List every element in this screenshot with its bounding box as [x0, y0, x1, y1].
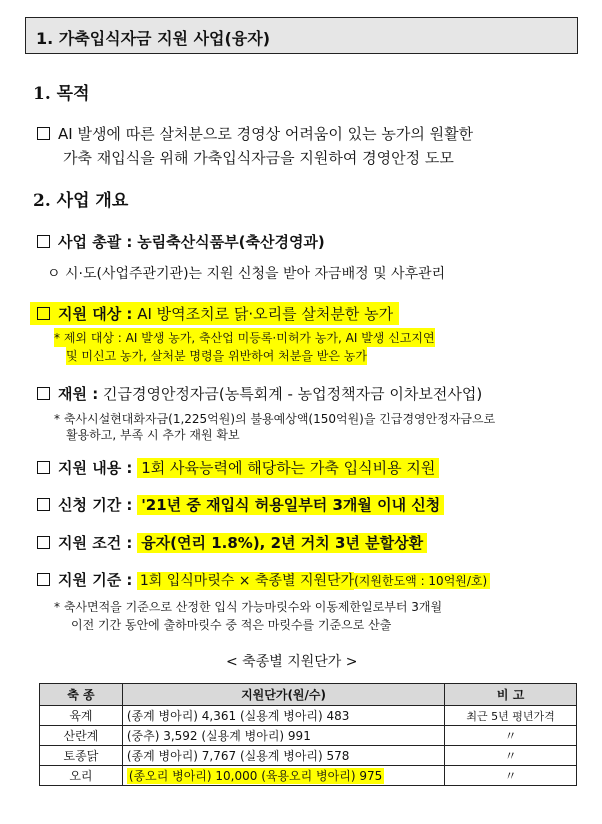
basis-label: 지원 기준 :: [58, 571, 133, 589]
period-label: 신청 기간 :: [58, 496, 133, 514]
purpose-line2: 가축 재입식을 위해 가축입식자금을 지원하여 경영안정 도모: [63, 149, 454, 167]
target-label: 지원 대상 :: [58, 305, 133, 323]
price-cell: (종계 병아리) 7,767 (실용계 병아리) 578: [122, 746, 444, 766]
period-value: '21년 중 재입식 허용일부터 3개월 이내 신청: [137, 495, 444, 515]
exclusion-line2: 및 미신고 농가, 살처분 명령을 위반하여 처분을 받은 농가: [66, 346, 367, 365]
checkbox-square-icon: [37, 307, 50, 320]
overall-label: 사업 총괄 :: [58, 233, 133, 251]
checkbox-square-icon: [37, 573, 50, 586]
table-row: [40, 766, 577, 786]
basis-value-a: 1회 입식마릿수 × 축종별 지원단가: [137, 572, 354, 590]
table-row: [40, 746, 577, 766]
checkbox-square-icon: [37, 387, 50, 400]
table-header-row: [40, 684, 577, 706]
exclusion-line1: * 제외 대상 : AI 발생 농가, 축산업 미등록·미허가 농가, AI 발생 신고지연: [54, 328, 435, 347]
species-cell: 육계: [40, 706, 123, 726]
note-cell: 〃: [445, 726, 577, 746]
checkbox-square-icon: [37, 127, 50, 140]
header-note: 비 고: [445, 684, 577, 706]
target-value: AI 방역조치로 닭·오리를 살처분한 농가: [137, 305, 394, 323]
content-value: 1회 사육능력에 해당하는 가축 입식비용 지원: [137, 458, 439, 478]
overall-item: [37, 231, 325, 252]
header-species: 축 종: [40, 684, 123, 706]
purpose-line1: AI 발생에 따른 살처분으로 경영상 어려움이 있는 농가의 원활한: [58, 125, 474, 143]
fund-note2: 활용하고, 부족 시 추가 재원 확보: [66, 428, 240, 442]
price-cell: (종계 병아리) 4,361 (실용계 병아리) 483: [122, 706, 444, 726]
content-label: 지원 내용 :: [58, 459, 133, 477]
title-box: [25, 17, 578, 54]
purpose-item: [37, 123, 473, 144]
target-item: [30, 302, 399, 325]
fund-label: 재원 :: [58, 385, 99, 403]
note-cell: 〃: [445, 746, 577, 766]
basis-value-b: (지원한도액 : 10억원/호): [354, 573, 490, 589]
note-cell: 최근 5년 평년가격: [445, 706, 577, 726]
table-row: [40, 726, 577, 746]
fund-item: [37, 383, 482, 404]
basis-note1: * 축사면적을 기준으로 산정한 입식 가능마릿수와 이동제한일로부터 3개월: [54, 600, 443, 614]
circle-line: ㅇ 시·도(사업주관기관)는 지원 신청을 받아 자금배정 및 사후관리: [47, 266, 446, 282]
note-cell: 〃: [445, 766, 577, 786]
section2-heading: 2. 사업 개요: [33, 191, 129, 211]
condition-value: 융자(연리 1.8%), 2년 거치 3년 분할상환: [137, 533, 427, 553]
table-row: [40, 706, 577, 726]
price-value-highlighted: (종오리 병아리) 10,000 (육용오리 병아리) 975: [128, 769, 383, 783]
checkbox-square-icon: [37, 498, 50, 511]
overall-value: 농림축산식품부(축산경영과): [137, 233, 325, 251]
header-price: 지원단가(원/수): [122, 684, 444, 706]
content-item: [37, 457, 439, 478]
period-item: [37, 494, 444, 515]
price-cell: [122, 766, 444, 786]
price-cell: (중추) 3,592 (실용계 병아리) 991: [122, 726, 444, 746]
price-table: [39, 683, 577, 786]
checkbox-square-icon: [37, 235, 50, 248]
page-title: 1. 가축입식자금 지원 사업(융자): [36, 29, 271, 48]
checkbox-square-icon: [37, 536, 50, 549]
species-cell: 토종닭: [40, 746, 123, 766]
species-cell: 산란계: [40, 726, 123, 746]
condition-item: [37, 532, 427, 553]
table-caption: < 축종별 지원단가 >: [226, 654, 358, 670]
fund-note1: * 축사시설현대화자금(1,225억원)의 불용예상액(150억원)을 긴급경영안정자금으로: [54, 412, 496, 426]
condition-label: 지원 조건 :: [58, 534, 133, 552]
species-cell: 오리: [40, 766, 123, 786]
checkbox-square-icon: [37, 461, 50, 474]
basis-note2: 이전 기간 동안에 출하마릿수 중 적은 마릿수를 기준으로 산출: [71, 618, 392, 632]
fund-value: 긴급경영안정자금(농특회계 - 농업정책자금 이차보전사업): [102, 385, 483, 403]
section1-heading: 1. 목적: [33, 84, 90, 104]
basis-item: [37, 569, 490, 590]
